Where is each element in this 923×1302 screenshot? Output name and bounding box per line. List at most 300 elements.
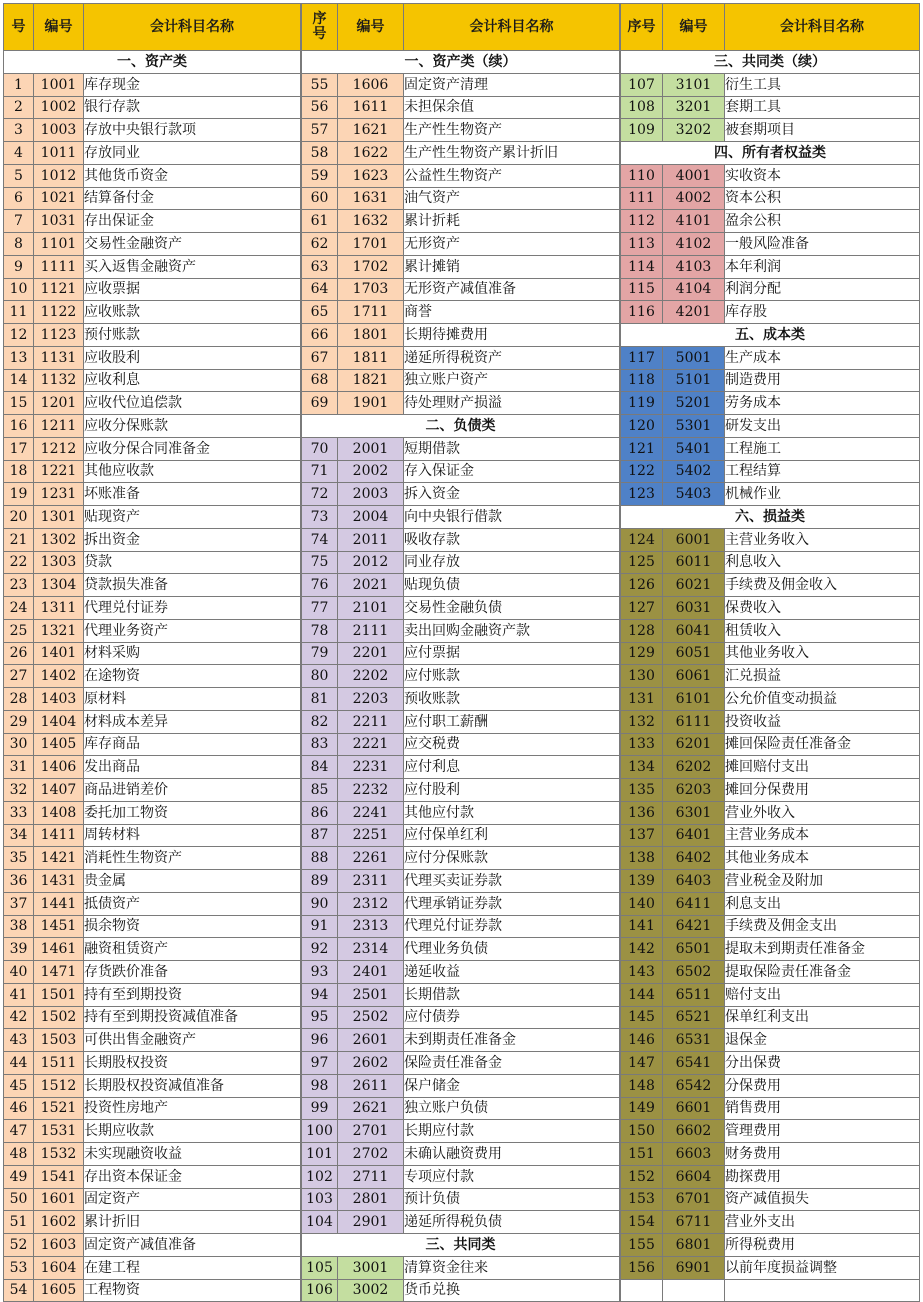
cell-seq: 94 — [302, 983, 338, 1006]
table-row — [4, 142, 301, 165]
table-row — [621, 1188, 920, 1211]
cell-seq: 48 — [4, 1143, 34, 1166]
cell-code: 1532 — [34, 1143, 84, 1166]
cell-seq: 72 — [302, 483, 338, 506]
cell-code: 6101 — [663, 688, 725, 711]
cell-name: 周转材料 — [84, 824, 301, 847]
cell-name: 持有至到期投资 — [84, 983, 301, 1006]
cell-name: 吸收存款 — [404, 528, 620, 551]
cell-code: 6203 — [663, 779, 725, 802]
cell-code: 4101 — [663, 210, 725, 233]
cell-name: 交易性金融负债 — [404, 597, 620, 620]
table-row — [302, 801, 620, 824]
cell-code: 6602 — [663, 1120, 725, 1143]
cell-name: 递延所得税资产 — [404, 346, 620, 369]
cell-seq: 60 — [302, 187, 338, 210]
cell-code: 1301 — [34, 506, 84, 529]
cell-code: 2011 — [338, 528, 404, 551]
cell-seq: 79 — [302, 642, 338, 665]
table-row — [4, 1165, 301, 1188]
cell-name: 主营业务成本 — [725, 824, 920, 847]
cell-name: 公允价值变动损益 — [725, 688, 920, 711]
cell-seq: 41 — [4, 983, 34, 1006]
cell-code: 1701 — [338, 233, 404, 256]
table-row — [621, 255, 920, 278]
table-row — [302, 437, 620, 460]
cell-seq: 114 — [621, 255, 663, 278]
cell-code: 1212 — [34, 437, 84, 460]
cell-code: 1811 — [338, 346, 404, 369]
table-row — [621, 619, 920, 642]
table-row — [302, 597, 620, 620]
accounts-table-b — [301, 3, 620, 1302]
cell-seq: 44 — [4, 1052, 34, 1075]
cell-code: 2313 — [338, 915, 404, 938]
cell-seq: 130 — [621, 665, 663, 688]
cell-name: 分出保费 — [725, 1052, 920, 1075]
cell-code: 5402 — [663, 460, 725, 483]
cell-name: 预收账款 — [404, 688, 620, 711]
cell-code: 2202 — [338, 665, 404, 688]
cell-seq: 129 — [621, 642, 663, 665]
table-row — [621, 983, 920, 1006]
table-row — [4, 551, 301, 574]
cell-code: 6421 — [663, 915, 725, 938]
cell-code: 3201 — [663, 96, 725, 119]
cell-name: 勘探费用 — [725, 1165, 920, 1188]
table-row — [302, 938, 620, 961]
table-row — [621, 1234, 920, 1257]
table-row — [621, 642, 920, 665]
cell-seq: 118 — [621, 369, 663, 392]
cell-name: 累计折耗 — [404, 210, 620, 233]
cell-seq: 26 — [4, 642, 34, 665]
cell-name: 累计摊销 — [404, 255, 620, 278]
table-row — [302, 983, 620, 1006]
table-row — [621, 1120, 920, 1143]
cell-seq: 125 — [621, 551, 663, 574]
table-row — [621, 1165, 920, 1188]
cell-code: 2251 — [338, 824, 404, 847]
cell-code: 4103 — [663, 255, 725, 278]
section-title: 三、共同类 — [302, 1234, 620, 1257]
cell-code: 6531 — [663, 1029, 725, 1052]
cell-seq: 92 — [302, 938, 338, 961]
cell-name: 保单红利支出 — [725, 1006, 920, 1029]
cell-seq: 149 — [621, 1097, 663, 1120]
cell-name: 应收股利 — [84, 346, 301, 369]
cell-seq: 95 — [302, 1006, 338, 1029]
cell-code: 5101 — [663, 369, 725, 392]
table-row — [4, 255, 301, 278]
cell-code: 6411 — [663, 892, 725, 915]
cell-name: 提取保险责任准备金 — [725, 961, 920, 984]
cell-code: 2232 — [338, 779, 404, 802]
table-row — [302, 506, 620, 529]
cell-name: 其他货币资金 — [84, 164, 301, 187]
cell-name: 代理业务负债 — [404, 938, 620, 961]
cell-seq: 151 — [621, 1143, 663, 1166]
cell-name: 固定资产 — [84, 1188, 301, 1211]
cell-code: 1402 — [34, 665, 84, 688]
table-row — [302, 210, 620, 233]
table-row — [621, 801, 920, 824]
cell-code: 1632 — [338, 210, 404, 233]
cell-code: 3001 — [338, 1256, 404, 1279]
cell-code: 3202 — [663, 119, 725, 142]
cell-seq: 145 — [621, 1006, 663, 1029]
cell-seq: 84 — [302, 756, 338, 779]
cell-code: 6402 — [663, 847, 725, 870]
cell-code: 2261 — [338, 847, 404, 870]
table-row — [621, 415, 920, 438]
table-row — [4, 938, 301, 961]
cell-seq: 93 — [302, 961, 338, 984]
cell-code: 6541 — [663, 1052, 725, 1075]
table-row — [4, 1052, 301, 1075]
cell-name: 营业税金及附加 — [725, 870, 920, 893]
table-row — [4, 1074, 301, 1097]
cell-code: 1401 — [34, 642, 84, 665]
cell-seq: 82 — [302, 710, 338, 733]
cell-code: 2221 — [338, 733, 404, 756]
cell-code: 3101 — [663, 73, 725, 96]
cell-code: 2401 — [338, 961, 404, 984]
cell-seq: 57 — [302, 119, 338, 142]
cell-name: 保险责任准备金 — [404, 1052, 620, 1075]
table-row — [302, 1074, 620, 1097]
cell-seq: 146 — [621, 1029, 663, 1052]
cell-seq: 4 — [4, 142, 34, 165]
table-row — [621, 1211, 920, 1234]
cell-code: 1131 — [34, 346, 84, 369]
table-row — [302, 392, 620, 415]
cell-code: 1521 — [34, 1097, 84, 1120]
table-row — [4, 460, 301, 483]
cell-code: 6051 — [663, 642, 725, 665]
header-code: 编号 — [34, 4, 84, 51]
cell-name: 存放同业 — [84, 142, 301, 165]
cell-name: 应收利息 — [84, 369, 301, 392]
cell-seq: 111 — [621, 187, 663, 210]
cell-seq: 45 — [4, 1074, 34, 1097]
cell-name: 结算备付金 — [84, 187, 301, 210]
section-title: 五、成本类 — [621, 324, 920, 347]
table-row — [302, 460, 620, 483]
cell-seq: 1 — [4, 73, 34, 96]
cell-code: 1471 — [34, 961, 84, 984]
cell-seq: 124 — [621, 528, 663, 551]
cell-code: 1451 — [34, 915, 84, 938]
cell-name: 同业存放 — [404, 551, 620, 574]
table-row — [4, 779, 301, 802]
cell-name: 代理买卖证券款 — [404, 870, 620, 893]
table-row — [302, 779, 620, 802]
cell-seq: 66 — [302, 324, 338, 347]
table-row — [302, 1279, 620, 1302]
cell-seq: 104 — [302, 1211, 338, 1234]
cell-seq: 140 — [621, 892, 663, 915]
cell-name: 未实现融资收益 — [84, 1143, 301, 1166]
cell-code: 1122 — [34, 301, 84, 324]
table-row — [302, 119, 620, 142]
cell-code: 1801 — [338, 324, 404, 347]
cell-seq: 12 — [4, 324, 34, 347]
cell-name: 预计负债 — [404, 1188, 620, 1211]
cell-code: 6403 — [663, 870, 725, 893]
cell-seq: 59 — [302, 164, 338, 187]
cell-code: 1503 — [34, 1029, 84, 1052]
header-seq: 号 — [4, 4, 34, 51]
cell-seq: 133 — [621, 733, 663, 756]
cell-seq: 137 — [621, 824, 663, 847]
cell-seq: 132 — [621, 710, 663, 733]
cell-name: 长期股权投资 — [84, 1052, 301, 1075]
cell-name: 摊回分保费用 — [725, 779, 920, 802]
cell-seq: 90 — [302, 892, 338, 915]
cell-name: 银行存款 — [84, 96, 301, 119]
cell-code: 4001 — [663, 164, 725, 187]
cell-seq: 141 — [621, 915, 663, 938]
table-row — [4, 824, 301, 847]
cell-name: 贴现资产 — [84, 506, 301, 529]
cell-name: 委托加工物资 — [84, 801, 301, 824]
cell-seq: 131 — [621, 688, 663, 711]
cell-name: 研发支出 — [725, 415, 920, 438]
cell-seq: 109 — [621, 119, 663, 142]
table-row — [4, 506, 301, 529]
cell-code: 1404 — [34, 710, 84, 733]
cell-name: 清算资金往来 — [404, 1256, 620, 1279]
cell-seq: 153 — [621, 1188, 663, 1211]
cell-seq: 19 — [4, 483, 34, 506]
cell-code: 5401 — [663, 437, 725, 460]
section-header-row — [621, 51, 920, 74]
cell-code: 1511 — [34, 1052, 84, 1075]
cell-name: 赔付支出 — [725, 983, 920, 1006]
table-row — [621, 278, 920, 301]
cell-code: 6501 — [663, 938, 725, 961]
table-row — [621, 1029, 920, 1052]
cell-code: 2203 — [338, 688, 404, 711]
cell-seq: 13 — [4, 346, 34, 369]
cell-code: 1407 — [34, 779, 84, 802]
cell-code: 2241 — [338, 801, 404, 824]
cell-code: 2602 — [338, 1052, 404, 1075]
table-row — [4, 392, 301, 415]
table-row — [4, 301, 301, 324]
cell-seq: 156 — [621, 1256, 663, 1279]
cell-seq: 97 — [302, 1052, 338, 1075]
cell-code: 6401 — [663, 824, 725, 847]
cell-code: 1303 — [34, 551, 84, 574]
table-row — [302, 961, 620, 984]
table-row — [302, 1029, 620, 1052]
cell-code: 1623 — [338, 164, 404, 187]
table-row — [621, 597, 920, 620]
cell-code: 1702 — [338, 255, 404, 278]
cell-seq: 54 — [4, 1279, 34, 1302]
cell-code: 6511 — [663, 983, 725, 1006]
cell-code: 1601 — [34, 1188, 84, 1211]
empty-cell — [725, 1279, 920, 1302]
table-row — [302, 233, 620, 256]
cell-name: 保户储金 — [404, 1074, 620, 1097]
header-seq-line2: 号 — [312, 26, 327, 42]
cell-code: 6301 — [663, 801, 725, 824]
cell-code: 2501 — [338, 983, 404, 1006]
cell-seq: 121 — [621, 437, 663, 460]
cell-code: 5403 — [663, 483, 725, 506]
cell-code: 1421 — [34, 847, 84, 870]
table-row — [4, 73, 301, 96]
cell-code: 1123 — [34, 324, 84, 347]
cell-name: 应付债券 — [404, 1006, 620, 1029]
cell-seq: 63 — [302, 255, 338, 278]
cell-seq: 78 — [302, 619, 338, 642]
table-row — [4, 233, 301, 256]
cell-name: 长期应收款 — [84, 1120, 301, 1143]
table-row — [621, 1143, 920, 1166]
cell-seq: 107 — [621, 73, 663, 96]
cell-code: 6202 — [663, 756, 725, 779]
cell-seq: 148 — [621, 1074, 663, 1097]
cell-name: 工程施工 — [725, 437, 920, 460]
section-header-row — [621, 506, 920, 529]
cell-code: 2621 — [338, 1097, 404, 1120]
cell-seq: 115 — [621, 278, 663, 301]
cell-seq: 155 — [621, 1234, 663, 1257]
cell-seq: 73 — [302, 506, 338, 529]
cell-name: 抵债资产 — [84, 892, 301, 915]
cell-seq: 105 — [302, 1256, 338, 1279]
cell-code: 1408 — [34, 801, 84, 824]
cell-name: 租赁收入 — [725, 619, 920, 642]
cell-name: 管理费用 — [725, 1120, 920, 1143]
cell-name: 库存现金 — [84, 73, 301, 96]
cell-name: 长期股权投资减值准备 — [84, 1074, 301, 1097]
table-row — [302, 710, 620, 733]
cell-seq: 117 — [621, 346, 663, 369]
table-row — [4, 642, 301, 665]
cell-seq: 3 — [4, 119, 34, 142]
cell-seq: 100 — [302, 1120, 338, 1143]
cell-code: 1406 — [34, 756, 84, 779]
cell-name: 长期借款 — [404, 983, 620, 1006]
cell-name: 可供出售金融资产 — [84, 1029, 301, 1052]
table-row — [4, 187, 301, 210]
empty-row — [621, 1279, 920, 1302]
cell-code: 1021 — [34, 187, 84, 210]
cell-name: 应收代位追偿款 — [84, 392, 301, 415]
cell-seq: 91 — [302, 915, 338, 938]
table-row — [4, 619, 301, 642]
table-row — [302, 733, 620, 756]
table-row — [302, 847, 620, 870]
cell-code: 6502 — [663, 961, 725, 984]
table-row — [621, 710, 920, 733]
cell-code: 1121 — [34, 278, 84, 301]
cell-seq: 154 — [621, 1211, 663, 1234]
cell-code: 1611 — [338, 96, 404, 119]
cell-name: 应收票据 — [84, 278, 301, 301]
cell-name: 其他应收款 — [84, 460, 301, 483]
cell-seq: 70 — [302, 437, 338, 460]
cell-name: 代理兑付证券 — [84, 597, 301, 620]
cell-name: 汇兑损益 — [725, 665, 920, 688]
cell-code: 4201 — [663, 301, 725, 324]
cell-seq: 147 — [621, 1052, 663, 1075]
cell-seq: 35 — [4, 847, 34, 870]
cell-name: 手续费及佣金支出 — [725, 915, 920, 938]
cell-seq: 7 — [4, 210, 34, 233]
cell-code: 2201 — [338, 642, 404, 665]
table-column-c — [620, 3, 920, 1302]
table-row — [302, 824, 620, 847]
table-row — [621, 1256, 920, 1279]
table-row — [4, 278, 301, 301]
cell-seq: 86 — [302, 801, 338, 824]
table-row — [621, 779, 920, 802]
table-row — [4, 210, 301, 233]
cell-seq: 67 — [302, 346, 338, 369]
cell-name: 交易性金融资产 — [84, 233, 301, 256]
table-row — [302, 1143, 620, 1166]
cell-name: 主营业务收入 — [725, 528, 920, 551]
cell-name: 手续费及佣金收入 — [725, 574, 920, 597]
table-row — [302, 915, 620, 938]
table-row — [4, 1211, 301, 1234]
table-row — [4, 1279, 301, 1302]
cell-seq: 36 — [4, 870, 34, 893]
cell-seq: 119 — [621, 392, 663, 415]
cell-name: 应付保单红利 — [404, 824, 620, 847]
cell-seq: 135 — [621, 779, 663, 802]
cell-name: 买入返售金融资产 — [84, 255, 301, 278]
cell-name: 应收账款 — [84, 301, 301, 324]
cell-code: 2901 — [338, 1211, 404, 1234]
cell-seq: 127 — [621, 597, 663, 620]
cell-name: 劳务成本 — [725, 392, 920, 415]
table-row — [621, 688, 920, 711]
table-row — [4, 847, 301, 870]
cell-code: 1003 — [34, 119, 84, 142]
cell-seq: 9 — [4, 255, 34, 278]
cell-name: 预付账款 — [84, 324, 301, 347]
table-row — [302, 324, 620, 347]
cell-code: 5001 — [663, 346, 725, 369]
cell-code: 2012 — [338, 551, 404, 574]
cell-seq: 43 — [4, 1029, 34, 1052]
header-seq — [302, 4, 338, 51]
cell-code: 1311 — [34, 597, 84, 620]
cell-code: 1231 — [34, 483, 84, 506]
cell-code: 1461 — [34, 938, 84, 961]
table-row — [4, 1188, 301, 1211]
cell-name: 应付股利 — [404, 779, 620, 802]
cell-seq: 30 — [4, 733, 34, 756]
cell-name: 营业外收入 — [725, 801, 920, 824]
cell-seq: 102 — [302, 1165, 338, 1188]
cell-code: 2711 — [338, 1165, 404, 1188]
cell-name: 应付账款 — [404, 665, 620, 688]
cell-code: 2601 — [338, 1029, 404, 1052]
cell-seq: 49 — [4, 1165, 34, 1188]
cell-code: 1304 — [34, 574, 84, 597]
cell-code: 1221 — [34, 460, 84, 483]
table-row — [302, 164, 620, 187]
table-row — [4, 983, 301, 1006]
